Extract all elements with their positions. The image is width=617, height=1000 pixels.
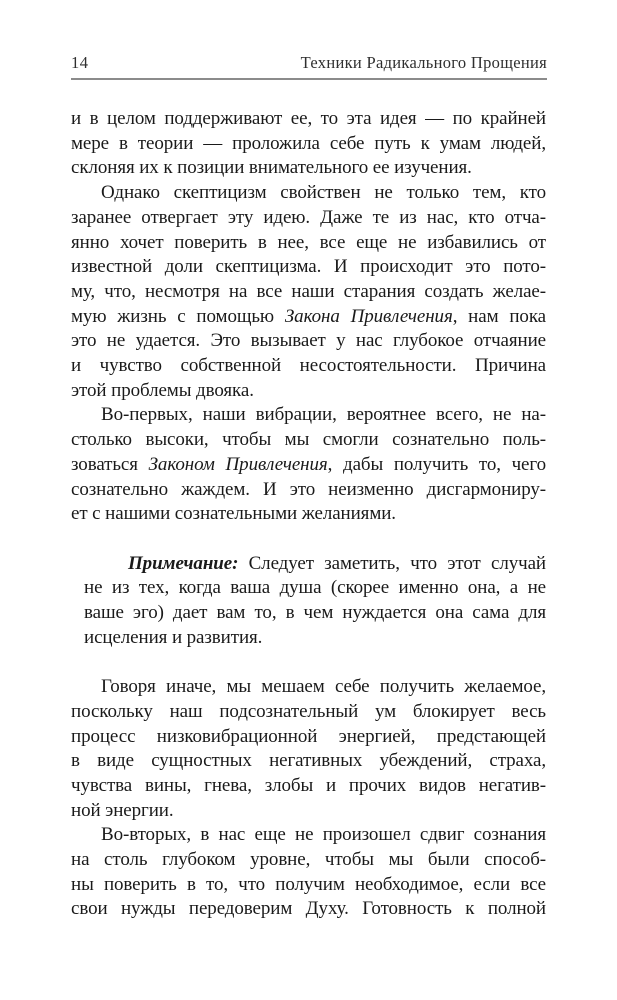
text-line	[84, 601, 546, 626]
text-line	[71, 206, 546, 231]
text-line	[71, 428, 546, 453]
text-line	[71, 873, 546, 898]
text-segment: склоняя их к позиции внимательного ее изучения.	[71, 157, 472, 179]
text-segment: , нам пока	[452, 305, 546, 327]
text-line	[71, 749, 546, 774]
text-segment: известной доли скептицизма. И происходит это пото-	[71, 256, 546, 278]
text-segment: этой проблемы двояка.	[71, 379, 254, 401]
text-line	[71, 453, 546, 478]
text-line	[84, 552, 546, 577]
text-line	[71, 231, 546, 256]
text-segment: исцеления и развития.	[84, 626, 263, 648]
page-number: 14	[71, 53, 89, 72]
paragraph	[71, 181, 546, 403]
text-line	[71, 305, 546, 330]
text-line	[71, 403, 546, 428]
text-line	[71, 823, 546, 848]
text-line	[71, 799, 546, 824]
text-segment: поскольку наш подсознательный ум блокирует весь	[71, 700, 546, 722]
text-segment: Однако скептицизм свойствен не только тем, кто	[101, 182, 546, 204]
text-line	[71, 774, 546, 799]
text-line	[71, 700, 546, 725]
running-title: Техники Радикального Прощения	[300, 53, 547, 72]
text-line	[71, 255, 546, 280]
text-segment: в виде сущностных негативных убеждений, страха,	[71, 750, 546, 772]
text-line	[71, 675, 546, 700]
text-segment: , дабы получить то, чего	[327, 453, 547, 475]
text-line	[71, 478, 546, 503]
text-line	[71, 848, 546, 873]
text-segment: это не удается. Это вызывает у нас глубокое отчаяние	[71, 330, 546, 352]
text-segment: янно хочет поверить в нее, все еще не избавились от	[71, 231, 546, 253]
text-segment: на столь глубоком уровне, чтобы мы были способ-	[71, 849, 546, 871]
text-line	[71, 354, 546, 379]
running-header	[71, 53, 547, 73]
text-segment: му, что, несмотря на все наши старания создать желае-	[71, 280, 546, 302]
text-segment: мере в теории — проложила себе путь к умам людей,	[71, 132, 546, 154]
text-segment: Во-вторых, в нас еще не произошел сдвиг сознания	[101, 824, 546, 846]
text-line	[71, 329, 546, 354]
text-segment: заранее отвергает эту идею. Даже те из нас, кто отча-	[71, 206, 546, 228]
text-line	[84, 626, 546, 651]
text-segment: Во-первых, наши вибрации, вероятнее всего, не на-	[101, 404, 546, 426]
text-line	[71, 107, 546, 132]
text-segment: свои нужды передоверим Духу. Готовность к полной	[71, 898, 546, 920]
text-line	[71, 280, 546, 305]
page-body	[71, 107, 546, 922]
text-segment: ной энергии.	[71, 799, 174, 821]
paragraph	[71, 107, 546, 181]
text-line	[84, 576, 546, 601]
emphasis-text: Законом Привлечения	[148, 453, 328, 475]
text-segment: мую жизнь с помощью	[71, 305, 285, 327]
text-line	[71, 379, 546, 404]
header-rule	[71, 78, 547, 80]
paragraph	[71, 823, 546, 922]
text-line	[71, 725, 546, 750]
text-segment: и в целом поддерживают ее, то эта идея — по крайней	[71, 108, 546, 129]
text-line	[71, 132, 546, 157]
paragraph	[71, 675, 546, 823]
text-line	[71, 502, 546, 527]
text-segment: не из тех, когда ваша душа (скорее именно она, а не	[84, 577, 546, 599]
text-segment: ны поверить в то, что получим необходимое, если все	[71, 873, 546, 895]
paragraph	[71, 403, 546, 527]
text-segment: ет с нашими сознательными желаниями.	[71, 503, 396, 525]
text-segment: столько высоки, чтобы мы смогли сознательно поль-	[71, 429, 546, 451]
text-segment: Говоря иначе, мы мешаем себе получить желаемое,	[101, 676, 546, 698]
text-segment: чувства вины, гнева, злобы и прочих видов негатив-	[71, 774, 546, 796]
text-segment: ваше эго) дает вам то, в чем нуждается она сама для	[84, 602, 546, 624]
text-segment: Следует заметить, что этот случай	[238, 552, 546, 574]
text-line	[71, 897, 546, 922]
text-line	[71, 156, 546, 181]
emphasis-text: Закона Привлечения	[284, 305, 453, 327]
note-paragraph	[84, 552, 546, 651]
text-segment: и чувство собственной несостоятельности. Причина	[71, 355, 546, 377]
text-segment: сознательно жаждем. И это неизменно дисгармониру-	[71, 478, 546, 500]
text-segment: зоваться	[71, 453, 149, 475]
text-line	[71, 181, 546, 206]
text-segment: процесс низковибрационной энергией, предстающей	[71, 725, 546, 747]
emphasis-text: Примечание:	[128, 552, 239, 574]
